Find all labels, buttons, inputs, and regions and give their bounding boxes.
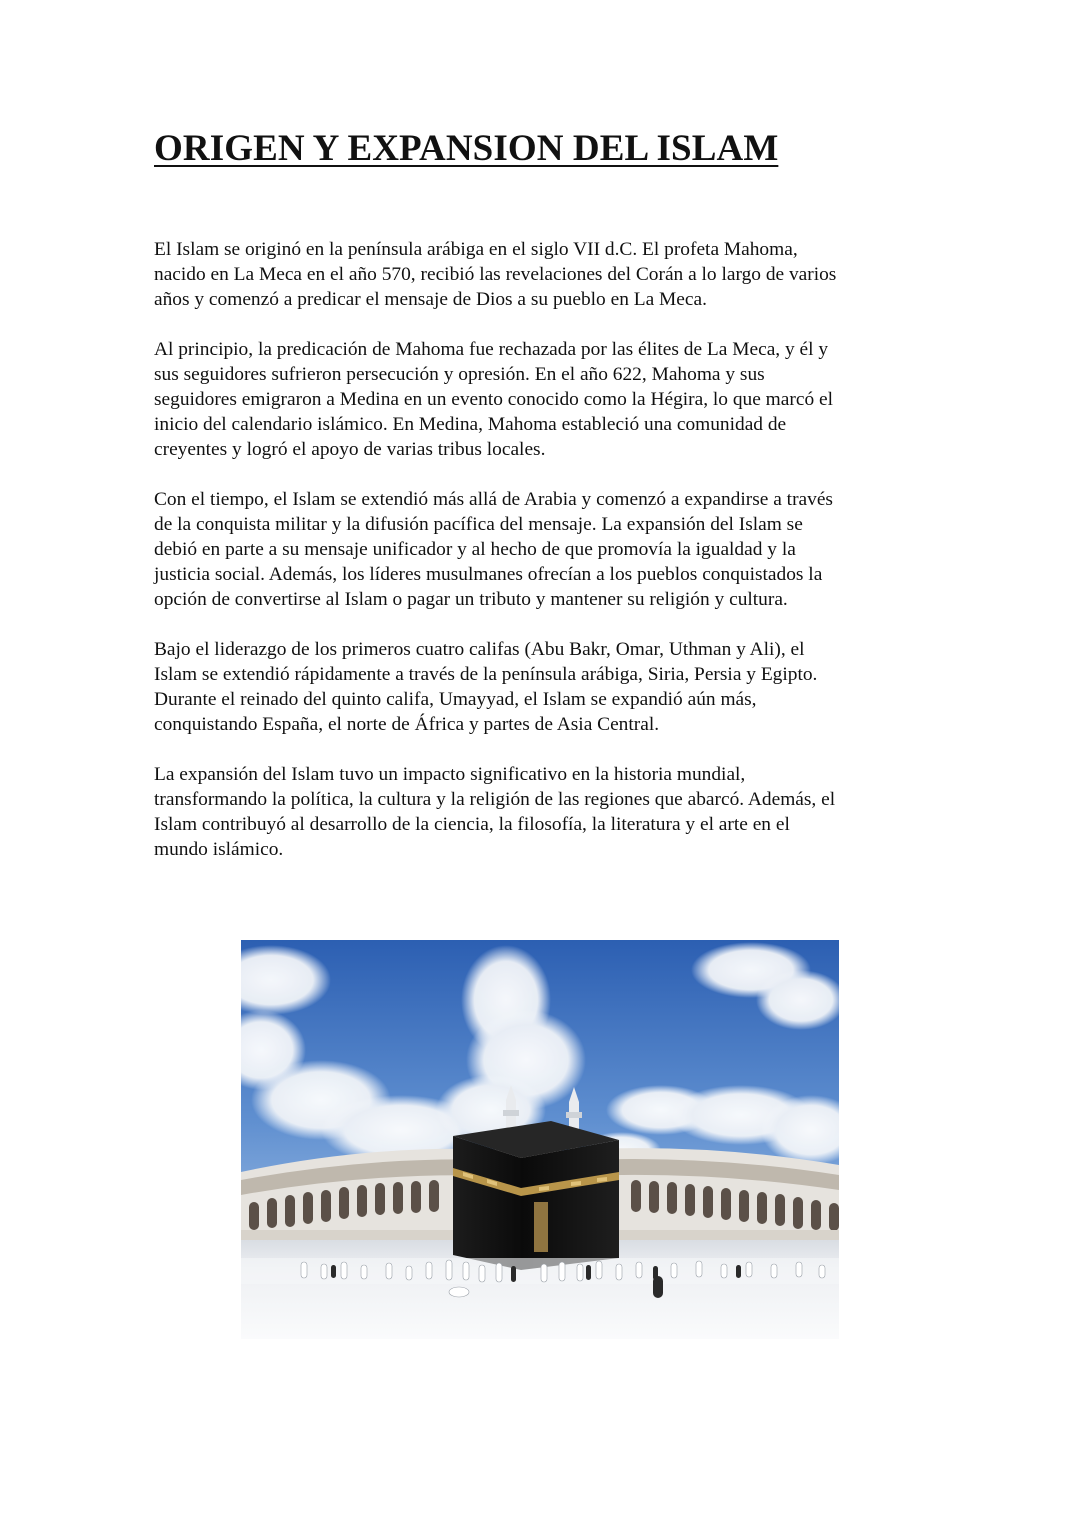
paragraph-5: La expansión del Islam tuvo un impacto significativo en la historia mundial, transformando la política, la cultura y la religión de las regiones que abarcó. Además, el Islam contribuyó al desarrollo de la ciencia, la filosofía, la literatura y el arte en el mundo islámico. <box>154 764 836 860</box>
document-title: ORIGEN Y EXPANSION DEL ISLAM <box>154 128 779 169</box>
paragraph-3: Con el tiempo, el Islam se extendió más allá de Arabia y comenzó a expandirse a través de la conquista militar y la difusión pacífica del mensaje. La expansión del Islam se debió en parte a su mensaje unificador y al hecho de que promovía la igualdad y la justicia social. Además, los líderes musulmanes ofrecían a los pueblos conquistados la opción de convertirse al Islam o pagar un tributo y mantener su religión y cultura. <box>154 489 833 610</box>
paragraph-2: Al principio, la predicación de Mahoma fue rechazada por las élites de La Meca, y él y sus seguidores sufrieron persecución y opresión. En el año 622, Mahoma y sus seguidores emigraron a Medina en un evento conocido como la Hégira, lo que marcó el inicio del calendario islámico. En Medina, Mahoma estableció una comunidad de creyentes y logró el apoyo de varias tribus locales. <box>154 339 833 460</box>
kaaba <box>453 1121 619 1270</box>
kaaba-photo <box>241 940 839 1339</box>
paragraph-4: Bajo el liderazgo de los primeros cuatro califas (Abu Bakr, Omar, Uthman y Ali), el Islam se extendió rápidamente a través de la península arábiga, Siria, Persia y Egipto. Durante el reinado del quinto califa, Umayyad, el Islam se expandió aún más, conquistando España, el norte de África y partes de Asia Central. <box>154 639 818 735</box>
paragraph-1: El Islam se originó en la península arábiga en el siglo VII d.C. El profeta Mahoma, nacido en La Meca en el año 570, recibió las revelaciones del Corán a lo largo de varios años y comenzó a predicar el mensaje de Dios a su pueblo en La Meca. <box>154 239 837 310</box>
document-body <box>154 237 929 887</box>
